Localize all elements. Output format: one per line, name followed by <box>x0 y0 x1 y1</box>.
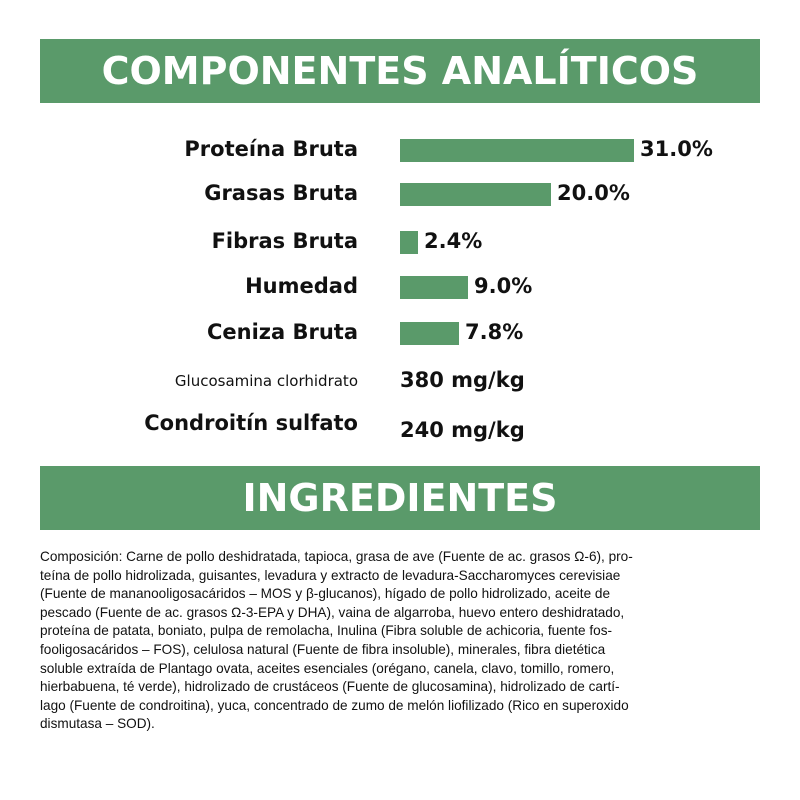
analytics-banner <box>40 39 760 103</box>
ingredients-line: (Fuente de mananooligosacáridos – MOS y β-glucanos), hígado de pollo hidrolizado, aceite de <box>40 586 611 602</box>
bar-value-label: 7.8% <box>465 320 524 344</box>
analytics-title: COMPONENTES ANALÍTICOS <box>101 49 699 93</box>
ingredients-line: proteína de patata, boniato, pulpa de remolacha, Inulina (Fibra soluble de achicoria, fuente fos- <box>40 623 613 639</box>
bar-value-label: 20.0% <box>557 181 630 205</box>
ingredients-title: INGREDIENTES <box>242 476 558 520</box>
bar-value-label: 9.0% <box>474 274 533 298</box>
category-label: Grasas Bruta <box>204 181 358 205</box>
extra-row-value: 380 mg/kg <box>400 368 525 392</box>
ingredients-line: fooligosacáridos – FOS), celulosa natural (Fuente de fibra insoluble), minerales, fibra dietética <box>40 641 606 657</box>
ingredients-line: lago (Fuente de condroitina), yuca, concentrado de zumo de melón liofilizado (Rico en superoxido <box>40 697 629 713</box>
category-label: Ceniza Bruta <box>206 320 358 344</box>
bar-value-label: 31.0% <box>640 137 713 161</box>
ingredients-line: pescado (Fuente de ac. grasos Ω-3-EPA y DHA), vaina de algarroba, huevo entero deshidratado, <box>40 604 625 620</box>
category-label: Proteína Bruta <box>184 137 358 161</box>
bar <box>400 322 459 345</box>
bar-value-label: 2.4% <box>424 229 483 253</box>
extra-row-label: Glucosamina clorhidrato <box>174 372 358 390</box>
extra-row-value: 240 mg/kg <box>400 418 525 442</box>
ingredients-line: hierbabuena, té verde), hidrolizado de crustáceos (Fuente de glucosamina), hidrolizado de cartí- <box>40 679 620 695</box>
bar <box>400 183 551 206</box>
ingredients-banner <box>40 466 760 530</box>
category-label: Fibras Bruta <box>211 229 358 253</box>
ingredients-line: Composición: Carne de pollo deshidratada, tapioca, grasa de ave (Fuente de ac. grasos Ω-6), pro- <box>40 549 633 564</box>
bar <box>400 276 468 299</box>
ingredients-line: teína de pollo hidrolizada, guisantes, levadura y extracto de levadura-Saccharomyces cerevisiae <box>40 567 621 583</box>
bar <box>400 139 634 162</box>
extra-row-label: Condroitín sulfato <box>144 411 358 435</box>
category-label: Humedad <box>245 274 358 298</box>
ingredients-text <box>40 548 764 734</box>
bar <box>400 231 418 254</box>
ingredients-line: dismutasa – SOD). <box>40 716 155 732</box>
ingredients-line: soluble extraída de Plantago ovata, aceites esenciales (orégano, canela, clavo, tomillo, romero, <box>40 660 615 676</box>
